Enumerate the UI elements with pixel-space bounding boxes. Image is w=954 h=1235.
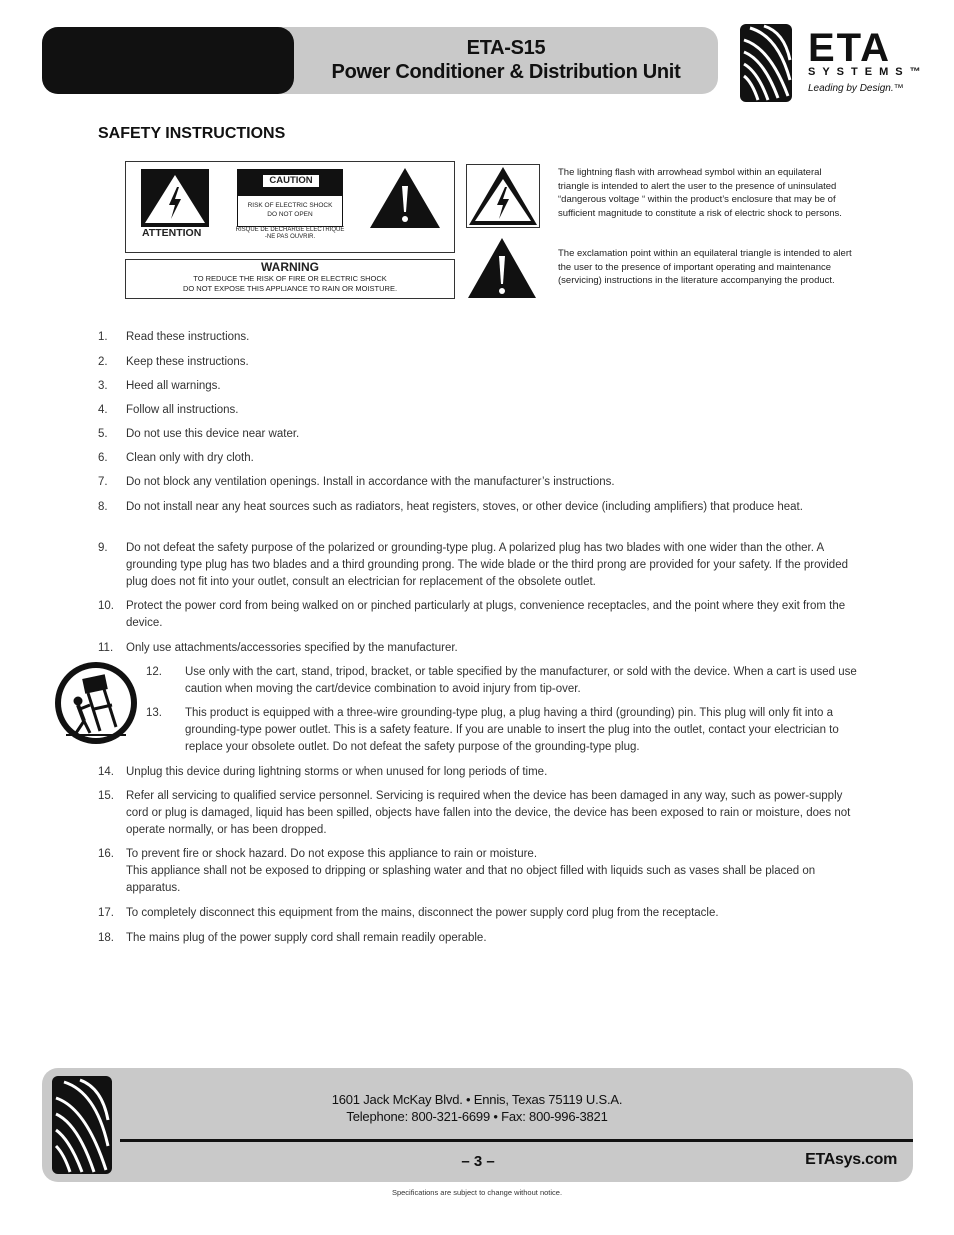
footer-logo-icon [52, 1076, 112, 1174]
caution-label: CAUTION [263, 175, 319, 187]
warning-title: WARNING [261, 260, 319, 274]
footer-disclaimer: Specifications are subject to change without notice. [391, 1188, 563, 1197]
lightning-warning-icon [141, 169, 209, 227]
page-number: – 3 – [461, 1153, 495, 1170]
cart-tip-over-warning-icon [54, 661, 138, 745]
attention-symbol [141, 169, 209, 227]
product-name: Power Conditioner & Distribution Unit [331, 61, 681, 83]
attention-label: ATTENTION [142, 227, 202, 239]
header-black-tab [42, 27, 294, 94]
logo-systems: SYSTEMS™ [808, 66, 928, 78]
exclamation-warning-icon [368, 166, 442, 230]
section-title: SAFETY INSTRUCTIONS [98, 125, 286, 142]
lightning-description: The lightning flash with arrowhead symbol within an equilateral triangle is intended to alert the user to the presence of uninsulated “dangerous voltage “ within the product’s enclosure that may be of sufficient magnitude to constitute a risk of electric shock to persons. [558, 167, 842, 219]
footer-divider [120, 1139, 913, 1142]
caution-card [237, 169, 343, 227]
caution-text: RISK OF ELECTRIC SHOCK DO NOT OPEN [247, 202, 333, 218]
lightning-symbol-box [466, 164, 540, 228]
product-model: ETA-S15 [466, 37, 546, 59]
exclamation-description: The exclamation point within an equilateral triangle is intended to alert the user to the presence of important operating and maintenance (servicing) instructions in the literature accompanying the product. [558, 248, 852, 286]
page-title [294, 36, 718, 84]
lightning-triangle-icon [467, 165, 539, 227]
logo-wordmark: ETA [808, 26, 892, 70]
logo-tagline: Leading by Design.™ [808, 83, 904, 94]
footer-address: 1601 Jack McKay Blvd. • Ennis, Texas 75119 U.S.A. Telephone: 800-321-6699 • Fax: 800-996-3821 [331, 1092, 623, 1124]
warning-panel: WARNING TO REDUCE THE RISK OF FIRE OR ELECTRIC SHOCK DO NOT EXPOSE THIS APPLIANCE TO RAIN OR MOISTURE. [125, 259, 455, 299]
website-link[interactable]: ETAsys.com [805, 1151, 897, 1168]
exclamation-triangle-icon [466, 236, 538, 300]
caution-text-french: RISQUE DE DECHARGE ELECTRIQUE -NE PAS OUVRIR. [235, 227, 345, 240]
